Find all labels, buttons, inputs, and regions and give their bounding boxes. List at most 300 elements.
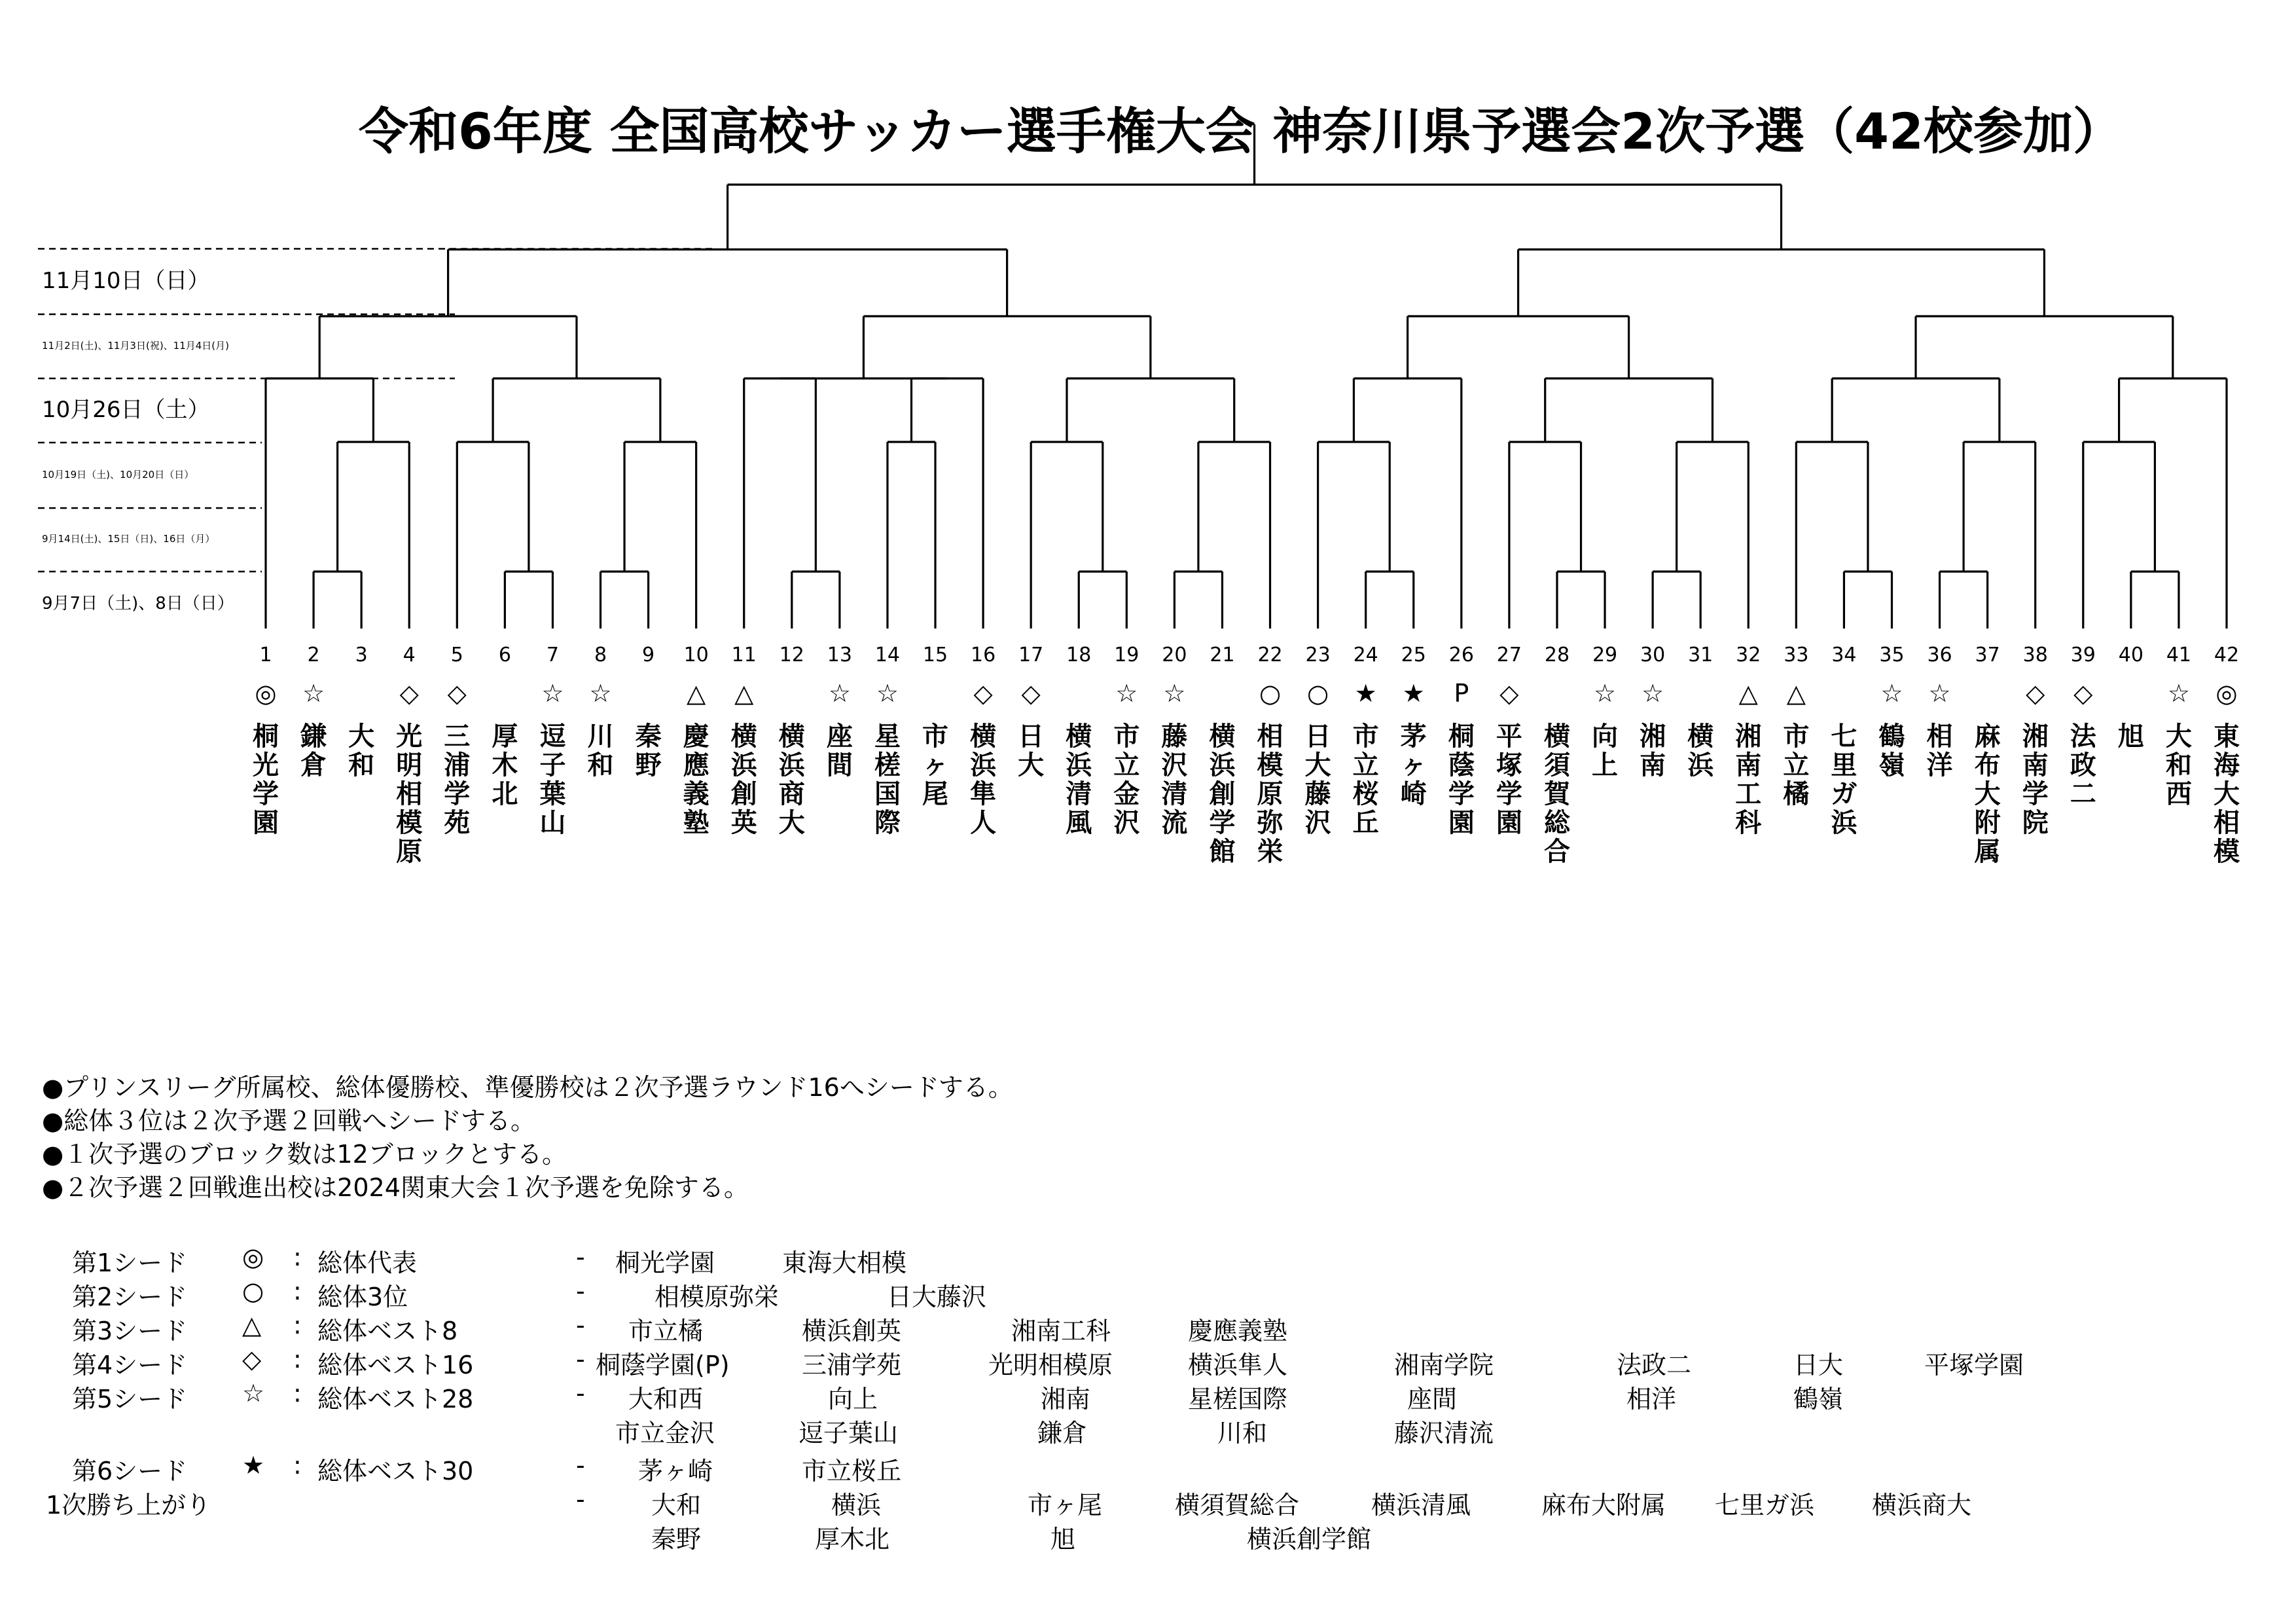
team-name-char: 風	[1066, 808, 1092, 838]
team-name-char: 西	[2165, 779, 2192, 809]
team-entry	[1401, 644, 1427, 809]
seed-description: 総体ベスト8	[317, 1317, 458, 1345]
team-number: 15	[922, 644, 948, 666]
team-name-char: 市	[1113, 721, 1140, 752]
team-number: 18	[1066, 644, 1092, 666]
seed-mark: ☆	[1163, 679, 1186, 708]
seed-school: 旭	[1050, 1525, 1076, 1554]
team-name-char: 浜	[730, 750, 757, 780]
seed-school: 大和	[651, 1491, 702, 1520]
team-name-char: 倉	[300, 750, 327, 780]
seed-school: 相洋	[1626, 1385, 1677, 1413]
date-label: 11月10日（日）	[42, 268, 210, 294]
seed-label: 第4シード	[72, 1351, 188, 1379]
team-name-char: 和	[348, 750, 375, 780]
seed-school: 横浜創英	[802, 1317, 902, 1345]
team-name-char: 学	[444, 779, 471, 809]
seed-dash: -	[576, 1277, 585, 1305]
seed-description: 総体代表	[317, 1249, 418, 1277]
seed-mark: ◇	[1499, 679, 1519, 708]
team-number: 29	[1592, 644, 1618, 666]
team-entry	[492, 644, 518, 809]
note-line: ●１次予選のブロック数は12ブロックとする。	[42, 1140, 567, 1169]
date-label: 9月7日（土)、8日（日）	[42, 594, 234, 613]
team-entries	[253, 644, 2240, 867]
seed-school: 平塚学園	[1924, 1351, 2024, 1379]
team-name-char: 園	[1496, 808, 1522, 838]
team-entry	[1640, 644, 1666, 780]
team-number: 19	[1114, 644, 1139, 666]
team-number: 25	[1401, 644, 1426, 666]
team-name-char: 相	[2214, 808, 2240, 838]
team-name-char: 相	[1257, 721, 1283, 752]
seed-mark: ◇	[973, 679, 993, 708]
seed-dash: -	[576, 1243, 585, 1271]
team-name-char: 流	[1161, 808, 1188, 838]
team-name-char: 湘	[1735, 721, 1762, 752]
team-name-char: 清	[1161, 779, 1188, 809]
team-entry	[1783, 644, 1809, 809]
seed-school: 桐光学園	[615, 1249, 715, 1277]
seed-mark: ◎	[2215, 679, 2238, 708]
team-name-char: 南	[1735, 750, 1762, 780]
team-name-char: 鎌	[300, 721, 327, 752]
seed-school: 湘南学院	[1394, 1351, 1494, 1379]
team-name-char: 模	[396, 808, 423, 838]
seed-mark: ☆	[1641, 679, 1664, 708]
team-name-char: 桜	[1352, 779, 1379, 809]
seed-mark: △	[1786, 679, 1806, 708]
team-entry	[827, 644, 853, 780]
seed-label: 1次勝ち上がり	[46, 1491, 211, 1520]
team-name-char: 横	[1066, 721, 1092, 752]
seed-description: 総体3位	[317, 1283, 408, 1311]
team-number: 34	[1831, 644, 1857, 666]
seed-school: 湘南	[1041, 1385, 1091, 1413]
seed-school: 藤沢清流	[1394, 1419, 1494, 1448]
team-name-char: 原	[396, 837, 423, 867]
team-number: 10	[683, 644, 709, 666]
team-name-char: 浜	[1066, 750, 1092, 780]
team-number: 27	[1496, 644, 1522, 666]
team-name-char: 南	[2022, 750, 2049, 780]
team-name-char: 大	[2165, 721, 2192, 752]
team-name-char: 沢	[1304, 808, 1331, 838]
seed-school: 横浜清風	[1371, 1491, 1471, 1520]
seed-description: 総体ベスト30	[317, 1457, 474, 1486]
team-entry	[2214, 644, 2240, 867]
team-name-char: 横	[1543, 721, 1570, 752]
team-name-char: 光	[253, 750, 279, 780]
seed-mark: ☆	[302, 679, 325, 708]
team-name-char: 川	[587, 721, 614, 752]
seed-school: 鎌倉	[1037, 1419, 1088, 1448]
team-name-char: 模	[2214, 837, 2240, 867]
team-name-char: 山	[539, 808, 566, 838]
seed-mark: ★	[1354, 679, 1377, 708]
team-name-char: 法	[2070, 721, 2096, 752]
team-entry	[636, 644, 662, 780]
seed-label: 第6シード	[72, 1457, 188, 1486]
team-name-char: 附	[1974, 808, 2001, 838]
team-name-char: 向	[1592, 721, 1619, 752]
team-name-char: 沢	[1113, 808, 1140, 838]
team-name-char: 創	[1209, 779, 1236, 809]
seed-school: 光明相模原	[988, 1351, 1113, 1379]
seed-mark: ☆	[1880, 679, 1903, 708]
seed-dash: -	[576, 1379, 585, 1408]
team-name-char: 東	[2214, 721, 2240, 752]
team-name-char: 学	[1496, 779, 1522, 809]
team-name-char: 浜	[970, 750, 997, 780]
seed-colon: :	[293, 1345, 302, 1374]
seed-mark: ◇	[1021, 679, 1041, 708]
team-entry	[253, 644, 279, 838]
seed-colon: :	[293, 1311, 302, 1340]
seed-mark: ☆	[828, 679, 851, 708]
seed-label: 第3シード	[72, 1317, 188, 1345]
seed-dash: -	[576, 1311, 585, 1340]
seed-school: 星槎国際	[1188, 1385, 1288, 1413]
team-name-char: 和	[2165, 750, 2192, 780]
seed-school: 市立橘	[628, 1317, 704, 1345]
team-name-char: 桐	[1448, 721, 1475, 752]
team-name-char: 旭	[2117, 721, 2144, 752]
team-number: 2	[307, 644, 320, 666]
team-number: 41	[2166, 644, 2192, 666]
seed-school: 湘南工科	[1011, 1317, 1111, 1345]
team-name-char: 星	[874, 721, 901, 752]
seed-school: 鶴嶺	[1793, 1385, 1844, 1413]
team-name-char: 里	[1831, 750, 1857, 780]
team-entry	[683, 644, 710, 838]
seed-label: 第1シード	[72, 1249, 188, 1277]
team-name-char: 学	[1448, 779, 1475, 809]
team-number: 11	[731, 644, 757, 666]
seed-dash: -	[576, 1345, 585, 1374]
team-name-char: 弥	[1257, 808, 1283, 838]
seed-school: 向上	[828, 1385, 878, 1413]
seed-mark: ◇	[242, 1345, 262, 1374]
team-name-char: 鶴	[1878, 721, 1905, 752]
seed-school: 厚木北	[815, 1525, 890, 1554]
seed-mark: ☆	[2167, 679, 2190, 708]
team-name-char: 学	[2022, 779, 2049, 809]
seed-mark: ◎	[255, 679, 277, 708]
team-number: 22	[1257, 644, 1283, 666]
team-number: 7	[546, 644, 559, 666]
seed-school: 茅ヶ崎	[638, 1457, 713, 1486]
seed-colon: :	[293, 1243, 302, 1271]
team-number: 1	[259, 644, 272, 666]
team-entry	[2070, 644, 2097, 809]
team-name-char: 政	[2070, 750, 2096, 780]
team-name-char: 苑	[444, 808, 471, 838]
bracket-lines	[266, 124, 2227, 629]
team-name-char: 洋	[1926, 750, 1953, 780]
team-number: 37	[1975, 644, 2000, 666]
seed-mark: ◇	[2026, 679, 2045, 708]
seed-school: 秦野	[651, 1525, 702, 1554]
team-name-char: 大	[348, 721, 375, 752]
team-number: 9	[642, 644, 655, 666]
team-entry	[2022, 644, 2049, 838]
seed-mark: ☆	[541, 679, 564, 708]
team-name-char: 科	[1735, 808, 1762, 838]
team-name-char: 属	[1974, 837, 2001, 867]
team-name-char: 立	[1113, 750, 1140, 780]
team-name-char: 院	[2022, 808, 2049, 838]
seed-school: 三浦学苑	[802, 1351, 902, 1379]
seed-label: 第2シード	[72, 1283, 188, 1311]
team-name-char: 市	[1352, 721, 1379, 752]
team-entry	[1066, 644, 1092, 838]
team-number: 13	[827, 644, 852, 666]
team-name-char: 麻	[1974, 721, 2001, 752]
team-name-char: 慶	[683, 721, 709, 752]
seed-school: 横浜	[831, 1491, 882, 1520]
seed-mark: ☆	[1115, 679, 1138, 708]
seed-mark: ☆	[1594, 679, 1617, 708]
team-number: 28	[1544, 644, 1570, 666]
team-entry	[2118, 644, 2144, 752]
team-entry	[1592, 644, 1618, 780]
team-name-char: 義	[683, 779, 709, 809]
seed-colon: :	[293, 1379, 302, 1408]
team-name-char: 湘	[1640, 721, 1666, 752]
seed-school: 市ヶ尾	[1028, 1491, 1103, 1520]
seed-school: 東海大相模	[782, 1249, 907, 1277]
team-name-char: 横	[730, 721, 757, 752]
team-name-char: 北	[492, 779, 518, 809]
team-entry	[1209, 644, 1236, 867]
team-entry	[731, 644, 758, 838]
team-name-char: 浜	[1209, 750, 1236, 780]
team-entry	[1687, 644, 1714, 780]
seed-description: 総体ベスト16	[317, 1351, 474, 1379]
team-name-char: 沢	[1161, 750, 1188, 780]
seed-school: 市立金沢	[615, 1419, 715, 1448]
team-entry	[1831, 644, 1857, 838]
team-entry	[874, 644, 901, 838]
team-name-char: 館	[1209, 837, 1236, 867]
team-name-char: 立	[1352, 750, 1379, 780]
note-line: ●２次予選２回戦進出校は2024関東大会１次予選を免除する。	[42, 1173, 749, 1202]
team-name-char: 厚	[492, 721, 518, 752]
team-name-char: 和	[587, 750, 614, 780]
team-name-char: 大	[1974, 779, 2001, 809]
team-entry	[539, 644, 565, 838]
team-number: 30	[1640, 644, 1666, 666]
seed-school: 日大藤沢	[887, 1283, 987, 1311]
team-name-char: 合	[1543, 837, 1570, 867]
team-name-char: 桐	[253, 721, 279, 752]
team-name-char: 明	[396, 750, 423, 780]
team-name-char: 浦	[444, 750, 471, 780]
team-entry	[1735, 644, 1761, 838]
team-name-char: 学	[1209, 808, 1236, 838]
team-number: 39	[2070, 644, 2096, 666]
seed-school: 川和	[1217, 1419, 1268, 1448]
seed-school: 横浜隼人	[1188, 1351, 1288, 1379]
note-line: ●プリンスリーグ所属校、総体優勝校、準優勝校は２次予選ラウンド16へシードする。	[42, 1073, 1013, 1102]
team-number: 5	[450, 644, 463, 666]
team-entry	[300, 644, 327, 780]
team-name-char: 大	[1304, 750, 1331, 780]
team-name-char: 尾	[922, 779, 949, 809]
date-labels	[42, 268, 234, 613]
team-name-char: 布	[1974, 750, 2001, 780]
seed-school: 座間	[1407, 1385, 1458, 1413]
team-name-char: 浜	[1687, 750, 1714, 780]
team-entry	[1161, 644, 1187, 838]
team-name-char: 横	[970, 721, 997, 752]
team-name-char: 工	[1735, 779, 1762, 809]
seed-school: 七里ガ浜	[1715, 1491, 1815, 1520]
seed-mark: ○	[1307, 679, 1329, 708]
seed-mark: △	[734, 679, 754, 708]
date-label: 10月19日（土)、10月20日（日）	[42, 469, 194, 481]
team-number: 20	[1162, 644, 1187, 666]
team-name-char: 大	[1018, 750, 1045, 780]
team-name-char: 橘	[1783, 779, 1810, 809]
team-entry	[1544, 644, 1572, 867]
seed-school: 相模原弥栄	[655, 1283, 780, 1311]
team-name-char: 三	[444, 721, 471, 752]
team-number: 16	[971, 644, 996, 666]
team-entry	[1448, 644, 1475, 838]
team-number: 14	[874, 644, 901, 666]
team-name-char: 七	[1831, 721, 1857, 752]
seed-colon: :	[293, 1451, 302, 1480]
team-name-char: 原	[1257, 779, 1283, 809]
team-name-char: ガ	[1831, 779, 1857, 809]
seed-mark: ★	[1402, 679, 1425, 708]
team-name-char: 藤	[1304, 779, 1331, 809]
team-name-char: 間	[826, 750, 853, 780]
seed-dash: -	[576, 1451, 585, 1480]
team-number: 17	[1018, 644, 1044, 666]
team-number: 32	[1736, 644, 1761, 666]
team-number: 4	[403, 644, 416, 666]
team-number: 21	[1210, 644, 1235, 666]
team-name-char: 秦	[635, 721, 662, 752]
team-number: 26	[1448, 644, 1474, 666]
team-name-char: 大	[2214, 779, 2240, 809]
team-name-char: 木	[492, 750, 518, 780]
team-name-char: 海	[2214, 750, 2240, 780]
team-name-char: 座	[826, 721, 853, 752]
team-name-char: 横	[778, 721, 805, 752]
team-name-char: 創	[730, 779, 757, 809]
team-name-char: 塚	[1496, 750, 1522, 780]
team-name-char: 隼	[970, 779, 997, 809]
seed-mark: ○	[1259, 679, 1282, 708]
seed-mark: ☆	[1928, 679, 1951, 708]
team-name-char: 蔭	[1448, 750, 1475, 780]
seed-school: 法政二	[1617, 1351, 1692, 1379]
team-name-char: 商	[778, 779, 805, 809]
team-name-char: 茅	[1400, 721, 1427, 752]
team-number: 24	[1353, 644, 1378, 666]
team-entry	[1353, 644, 1379, 838]
team-entry	[1975, 644, 2001, 867]
team-entry	[396, 644, 423, 867]
team-number: 35	[1879, 644, 1905, 666]
date-label: 9月14日(土)、15日（日)、16日（月）	[42, 533, 215, 545]
team-name-char: 浜	[778, 750, 805, 780]
team-entry	[1113, 644, 1139, 838]
page-title: 令和6年度 全国高校サッカー選手権大会 神奈川県予選会2次予選（42校参加）	[359, 102, 2123, 160]
team-name-char: 日	[1304, 721, 1331, 752]
team-entry	[444, 644, 470, 838]
date-label: 10月26日（土）	[42, 397, 210, 423]
team-number: 8	[594, 644, 607, 666]
team-name-char: 模	[1257, 750, 1283, 780]
seed-school: 横須賀総合	[1175, 1491, 1300, 1520]
seed-school: 大和西	[628, 1385, 704, 1413]
seed-school: 横浜創学館	[1247, 1525, 1372, 1554]
team-name-char: 相	[1926, 721, 1953, 752]
seed-school: 市立桜丘	[802, 1457, 902, 1486]
team-name-char: 野	[635, 750, 662, 780]
team-name-char: 立	[1783, 750, 1810, 780]
team-number: 33	[1784, 644, 1809, 666]
team-name-char: 丘	[1352, 808, 1379, 838]
team-name-char: 湘	[2022, 721, 2049, 752]
team-name-char: 光	[396, 721, 423, 752]
team-entry	[779, 644, 806, 838]
team-entry	[1018, 644, 1044, 780]
team-name-char: 総	[1543, 808, 1570, 838]
seed-mark: ◎	[242, 1243, 264, 1271]
team-name-char: 南	[1640, 750, 1666, 780]
team-name-char: 平	[1496, 721, 1522, 752]
seed-school: 横浜商大	[1872, 1491, 1972, 1520]
seed-school: 日大	[1793, 1351, 1844, 1379]
seed-mark: △	[1738, 679, 1758, 708]
seed-mark: ☆	[589, 679, 612, 708]
team-name-char: 二	[2070, 779, 2096, 809]
seed-description: 総体ベスト28	[317, 1385, 474, 1413]
seed-label: 第5シード	[72, 1385, 188, 1413]
team-name-char: 嶺	[1878, 750, 1905, 780]
team-entry	[1305, 644, 1331, 838]
note-line: ●総体３位は２次予選２回戦へシードする。	[42, 1106, 536, 1135]
team-entry	[348, 644, 374, 780]
team-entry	[2166, 644, 2192, 809]
team-name-char: 人	[970, 808, 997, 838]
date-label: 11月2日(土)、11月3日(祝)、11月4日(月)	[42, 340, 230, 352]
team-name-char: 逗	[539, 721, 566, 752]
team-entry	[1927, 644, 1953, 780]
team-number: 23	[1305, 644, 1331, 666]
team-entry	[588, 644, 614, 780]
team-name-char: 日	[1018, 721, 1045, 752]
team-number: 42	[2214, 644, 2240, 666]
seed-dash: -	[576, 1485, 585, 1514]
team-name-char: 園	[1448, 808, 1475, 838]
seed-mark: ◇	[2073, 679, 2093, 708]
team-name-char: 崎	[1400, 779, 1427, 809]
seed-mark: ★	[242, 1451, 265, 1480]
team-name-char: 子	[539, 750, 566, 780]
team-entry	[922, 644, 948, 809]
seed-school: 慶應義塾	[1188, 1317, 1288, 1345]
team-number: 38	[2022, 644, 2048, 666]
team-name-char: 英	[730, 808, 757, 838]
team-entry	[970, 644, 997, 838]
